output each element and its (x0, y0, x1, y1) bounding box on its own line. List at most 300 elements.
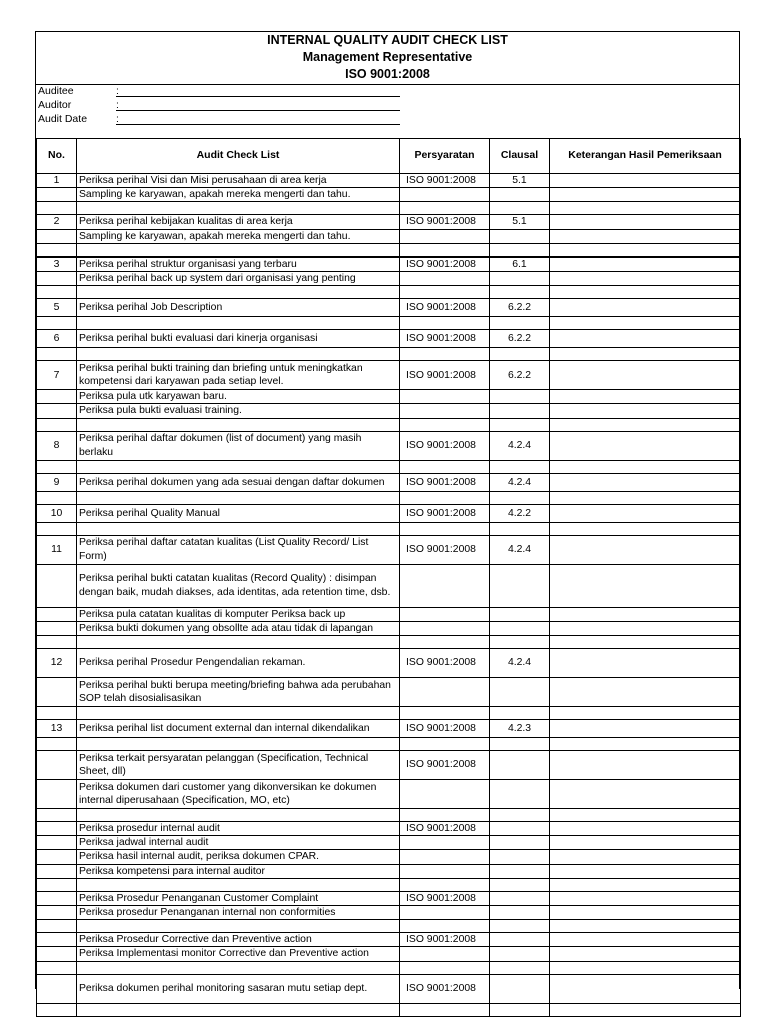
table-row (37, 564, 741, 607)
requirement-cell: ISO 9001:2008 (400, 361, 490, 390)
clause-cell (490, 678, 550, 707)
check-item-cell: Periksa prosedur internal audit (77, 822, 400, 836)
requirement-cell: ISO 9001:2008 (400, 215, 490, 229)
row-number-cell (37, 243, 77, 257)
check-item-cell (77, 460, 400, 473)
result-notes-cell[interactable] (550, 404, 741, 418)
row-number-cell: 10 (37, 504, 77, 522)
requirement-cell (400, 348, 490, 361)
requirement-cell (400, 809, 490, 822)
row-number-cell (37, 229, 77, 243)
table-spacer-row (37, 1003, 741, 1016)
result-notes-cell[interactable] (550, 564, 741, 607)
row-number-cell (37, 491, 77, 504)
auditor-field[interactable] (116, 110, 400, 111)
clause-cell (490, 809, 550, 822)
clause-cell (490, 202, 550, 215)
row-number-cell: 9 (37, 473, 77, 491)
result-notes-cell[interactable] (550, 257, 741, 272)
clause-cell: 4.2.2 (490, 504, 550, 522)
row-number-cell: 5 (37, 299, 77, 317)
row-number-cell (37, 418, 77, 431)
requirement-cell (400, 738, 490, 751)
clause-cell (490, 621, 550, 635)
clause-cell (490, 286, 550, 299)
table-row (37, 720, 741, 738)
clause-cell: 5.1 (490, 174, 550, 188)
auditee-label: Auditee (38, 85, 74, 97)
clause-cell (490, 850, 550, 864)
row-number-cell (37, 348, 77, 361)
clause-cell (490, 836, 550, 850)
result-notes-cell[interactable] (550, 809, 741, 822)
requirement-cell (400, 906, 490, 920)
clause-cell (490, 348, 550, 361)
requirement-cell (400, 286, 490, 299)
requirement-cell: ISO 9001:2008 (400, 933, 490, 947)
check-item-cell: Periksa hasil internal audit, periksa dokumen CPAR. (77, 850, 400, 864)
check-item-cell: Periksa perihal Quality Manual (77, 504, 400, 522)
result-notes-cell[interactable] (550, 431, 741, 460)
clause-cell (490, 961, 550, 974)
row-number-cell: 1 (37, 174, 77, 188)
requirement-cell (400, 607, 490, 621)
requirement-cell (400, 1003, 490, 1016)
result-notes-cell[interactable] (550, 473, 741, 491)
result-notes-cell[interactable] (550, 891, 741, 905)
table-row (37, 535, 741, 564)
requirement-cell (400, 621, 490, 635)
requirement-cell (400, 491, 490, 504)
table-spacer-row (37, 202, 741, 215)
requirement-cell: ISO 9001:2008 (400, 504, 490, 522)
table-row (37, 621, 741, 635)
result-notes-cell[interactable] (550, 522, 741, 535)
clause-cell: 6.1 (490, 257, 550, 272)
result-notes-cell[interactable] (550, 188, 741, 202)
clause-cell: 4.2.4 (490, 649, 550, 678)
row-number-cell (37, 678, 77, 707)
result-notes-cell[interactable] (550, 299, 741, 317)
requirement-cell (400, 243, 490, 257)
result-notes-cell[interactable] (550, 822, 741, 836)
table-row (37, 272, 741, 286)
check-item-cell: Periksa Prosedur Penanganan Customer Complaint (77, 891, 400, 905)
row-number-cell: 6 (37, 330, 77, 348)
row-number-cell (37, 878, 77, 891)
requirement-cell (400, 920, 490, 933)
requirement-cell (400, 404, 490, 418)
row-number-cell (37, 961, 77, 974)
result-notes-cell[interactable] (550, 621, 741, 635)
result-notes-cell[interactable] (550, 390, 741, 404)
check-item-cell (77, 738, 400, 751)
table-row (37, 850, 741, 864)
row-number-cell (37, 317, 77, 330)
column-header-clausal: Clausal (490, 139, 550, 174)
table-row (37, 974, 741, 1003)
row-number-cell (37, 738, 77, 751)
row-number-cell (37, 390, 77, 404)
result-notes-cell[interactable] (550, 836, 741, 850)
table-row (37, 822, 741, 836)
requirement-cell (400, 564, 490, 607)
result-notes-cell[interactable] (550, 649, 741, 678)
check-item-cell: Periksa prosedur Penanganan internal non conformities (77, 906, 400, 920)
clause-cell: 6.2.2 (490, 361, 550, 390)
row-number-cell (37, 202, 77, 215)
check-item-cell: Periksa perihal struktur organisasi yang terbaru (77, 257, 400, 272)
requirement-cell (400, 272, 490, 286)
result-notes-cell[interactable] (550, 348, 741, 361)
result-notes-cell[interactable] (550, 636, 741, 649)
row-number-cell (37, 707, 77, 720)
row-number-cell: 8 (37, 431, 77, 460)
row-number-cell: 13 (37, 720, 77, 738)
result-notes-cell[interactable] (550, 504, 741, 522)
requirement-cell (400, 202, 490, 215)
result-notes-cell[interactable] (550, 607, 741, 621)
row-number-cell (37, 906, 77, 920)
check-item-cell: Periksa perihal dokumen yang ada sesuai dengan daftar dokumen (77, 473, 400, 491)
auditor-colon: : (116, 99, 119, 111)
row-number-cell (37, 460, 77, 473)
row-number-cell (37, 780, 77, 809)
clause-cell (490, 822, 550, 836)
row-number-cell: 11 (37, 535, 77, 564)
table-row (37, 751, 741, 780)
clause-cell: 4.2.4 (490, 431, 550, 460)
clause-cell: 4.2.4 (490, 473, 550, 491)
requirement-cell (400, 188, 490, 202)
check-item-cell: Periksa perihal bukti training dan briefing untuk meningkatkan kompetensi dari karyawan pada setiap level. (77, 361, 400, 390)
check-item-cell (77, 1003, 400, 1016)
check-item-cell: Periksa perihal kebijakan kualitas di area kerja (77, 215, 400, 229)
requirement-cell: ISO 9001:2008 (400, 822, 490, 836)
requirement-cell (400, 522, 490, 535)
table-row (37, 836, 741, 850)
checklist-table (36, 138, 741, 1017)
requirement-cell: ISO 9001:2008 (400, 751, 490, 780)
clause-cell (490, 636, 550, 649)
audit-checklist-sheet (35, 31, 740, 995)
clause-cell (490, 707, 550, 720)
result-notes-cell[interactable] (550, 215, 741, 229)
audit-date-label: Audit Date (38, 113, 88, 125)
row-number-cell (37, 286, 77, 299)
table-row (37, 215, 741, 229)
clause-cell: 5.1 (490, 215, 550, 229)
row-number-cell (37, 607, 77, 621)
check-item-cell: Periksa perihal daftar dokumen (list of document) yang masih berlaku (77, 431, 400, 460)
row-number-cell (37, 1003, 77, 1016)
clause-cell (490, 317, 550, 330)
column-header-audit-check-list: Audit Check List (77, 139, 400, 174)
checklist-rows (37, 174, 741, 1017)
check-item-cell (77, 491, 400, 504)
table-row (37, 504, 741, 522)
requirement-cell (400, 878, 490, 891)
requirement-cell (400, 317, 490, 330)
result-notes-cell[interactable] (550, 678, 741, 707)
clause-cell (490, 947, 550, 961)
table-spacer-row (37, 707, 741, 720)
table-spacer-row (37, 961, 741, 974)
requirement-cell: ISO 9001:2008 (400, 174, 490, 188)
clause-cell (490, 864, 550, 878)
clause-cell (490, 751, 550, 780)
audit-date-field[interactable] (116, 124, 400, 125)
document-standard: ISO 9001:2008 (345, 67, 430, 81)
check-item-cell: Periksa dokumen dari customer yang dikonversikan ke dokumen internal diperusahaan (Specification, MO, etc) (77, 780, 400, 809)
requirement-cell (400, 707, 490, 720)
requirement-cell (400, 864, 490, 878)
table-spacer-row (37, 878, 741, 891)
audit-date-colon: : (116, 113, 119, 125)
row-number-cell (37, 809, 77, 822)
result-notes-cell[interactable] (550, 317, 741, 330)
auditee-field[interactable] (116, 96, 400, 97)
result-notes-cell[interactable] (550, 961, 741, 974)
row-number-cell (37, 751, 77, 780)
result-notes-cell[interactable] (550, 974, 741, 1003)
table-row (37, 431, 741, 460)
result-notes-cell[interactable] (550, 330, 741, 348)
result-notes-cell[interactable] (550, 878, 741, 891)
table-spacer-row (37, 243, 741, 257)
requirement-cell: ISO 9001:2008 (400, 535, 490, 564)
row-number-cell (37, 850, 77, 864)
table-spacer-row (37, 809, 741, 822)
check-item-cell (77, 243, 400, 257)
table-row (37, 947, 741, 961)
result-notes-cell[interactable] (550, 947, 741, 961)
check-item-cell: Periksa perihal Job Description (77, 299, 400, 317)
requirement-cell (400, 947, 490, 961)
table-row (37, 678, 741, 707)
check-item-cell (77, 961, 400, 974)
auditor-label: Auditor (38, 99, 72, 111)
check-item-cell: Periksa pula utk karyawan baru. (77, 390, 400, 404)
result-notes-cell[interactable] (550, 850, 741, 864)
check-item-cell: Periksa perihal Prosedur Pengendalian rekaman. (77, 649, 400, 678)
check-item-cell (77, 286, 400, 299)
table-spacer-row (37, 460, 741, 473)
row-number-cell (37, 404, 77, 418)
check-item-cell: Periksa perihal bukti catatan kualitas (Record Quality) : disimpan dengan baik, mudah diakses, ada identitas, ada retention time, dsb. (77, 564, 400, 607)
requirement-cell (400, 636, 490, 649)
requirement-cell (400, 460, 490, 473)
check-item-cell: Periksa pula catatan kualitas di komputer Periksa back up (77, 607, 400, 621)
requirement-cell (400, 678, 490, 707)
clause-cell (490, 564, 550, 607)
row-number-cell (37, 974, 77, 1003)
table-spacer-row (37, 522, 741, 535)
check-item-cell (77, 636, 400, 649)
check-item-cell: Periksa pula bukti evaluasi training. (77, 404, 400, 418)
clause-cell (490, 780, 550, 809)
row-number-cell (37, 933, 77, 947)
check-item-cell: Sampling ke karyawan, apakah mereka mengerti dan tahu. (77, 188, 400, 202)
result-notes-cell[interactable] (550, 243, 741, 257)
clause-cell: 4.2.3 (490, 720, 550, 738)
result-notes-cell[interactable] (550, 751, 741, 780)
result-notes-cell[interactable] (550, 920, 741, 933)
table-row (37, 404, 741, 418)
clause-cell (490, 974, 550, 1003)
check-item-cell (77, 809, 400, 822)
requirement-cell: ISO 9001:2008 (400, 649, 490, 678)
requirement-cell: ISO 9001:2008 (400, 473, 490, 491)
result-notes-cell[interactable] (550, 286, 741, 299)
row-number-cell (37, 272, 77, 286)
table-row (37, 473, 741, 491)
table-row (37, 933, 741, 947)
result-notes-cell[interactable] (550, 202, 741, 215)
check-item-cell: Periksa Prosedur Corrective dan Preventive action (77, 933, 400, 947)
check-item-cell (77, 878, 400, 891)
row-number-cell (37, 522, 77, 535)
row-number-cell: 7 (37, 361, 77, 390)
row-number-cell: 3 (37, 257, 77, 272)
table-row (37, 607, 741, 621)
check-item-cell: Periksa terkait persyaratan pelanggan (Specification, Technical Sheet, dll) (77, 751, 400, 780)
auditee-colon: : (116, 85, 119, 97)
row-number-cell (37, 836, 77, 850)
requirement-cell (400, 961, 490, 974)
table-row (37, 891, 741, 905)
check-item-cell: Periksa perihal back up system dari organisasi yang penting (77, 272, 400, 286)
table-row (37, 780, 741, 809)
result-notes-cell[interactable] (550, 707, 741, 720)
check-item-cell (77, 418, 400, 431)
clause-cell (490, 404, 550, 418)
result-notes-cell[interactable] (550, 491, 741, 504)
clause-cell: 6.2.2 (490, 330, 550, 348)
table-row (37, 229, 741, 243)
requirement-cell (400, 390, 490, 404)
check-item-cell: Periksa Implementasi monitor Corrective dan Preventive action (77, 947, 400, 961)
row-number-cell (37, 621, 77, 635)
clause-cell (490, 522, 550, 535)
document-title: INTERNAL QUALITY AUDIT CHECK LIST (267, 33, 508, 47)
clause-cell (490, 1003, 550, 1016)
clause-cell (490, 272, 550, 286)
clause-cell (490, 933, 550, 947)
table-spacer-row (37, 491, 741, 504)
check-item-cell: Periksa kompetensi para internal auditor (77, 864, 400, 878)
row-number-cell (37, 822, 77, 836)
table-row (37, 906, 741, 920)
table-spacer-row (37, 286, 741, 299)
table-spacer-row (37, 348, 741, 361)
check-item-cell: Periksa perihal list document external dan internal dikendalikan (77, 720, 400, 738)
check-item-cell (77, 920, 400, 933)
clause-cell (490, 460, 550, 473)
result-notes-cell[interactable] (550, 780, 741, 809)
table-spacer-row (37, 920, 741, 933)
result-notes-cell[interactable] (550, 229, 741, 243)
clause-cell (490, 738, 550, 751)
result-notes-cell[interactable] (550, 1003, 741, 1016)
check-item-cell: Periksa perihal bukti berupa meeting/briefing bahwa ada perubahan SOP telah disosialisasikan (77, 678, 400, 707)
requirement-cell: ISO 9001:2008 (400, 431, 490, 460)
check-item-cell: Periksa jadwal internal audit (77, 836, 400, 850)
column-header-no: No. (37, 139, 77, 174)
table-spacer-row (37, 418, 741, 431)
row-number-cell (37, 864, 77, 878)
column-header-persyaratan: Persyaratan (400, 139, 490, 174)
check-item-cell (77, 707, 400, 720)
result-notes-cell[interactable] (550, 933, 741, 947)
clause-cell (490, 891, 550, 905)
check-item-cell: Periksa perihal Visi dan Misi perusahaan di area kerja (77, 174, 400, 188)
clause-cell (490, 243, 550, 257)
row-number-cell (37, 564, 77, 607)
table-row (37, 330, 741, 348)
result-notes-cell[interactable] (550, 361, 741, 390)
requirement-cell (400, 229, 490, 243)
result-notes-cell[interactable] (550, 272, 741, 286)
requirement-cell (400, 836, 490, 850)
table-row (37, 174, 741, 188)
table-row (37, 299, 741, 317)
clause-cell (490, 390, 550, 404)
requirement-cell: ISO 9001:2008 (400, 299, 490, 317)
header-divider (36, 84, 739, 85)
result-notes-cell[interactable] (550, 906, 741, 920)
result-notes-cell[interactable] (550, 864, 741, 878)
requirement-cell: ISO 9001:2008 (400, 257, 490, 272)
result-notes-cell[interactable] (550, 418, 741, 431)
document-subtitle: Management Representative (302, 50, 473, 64)
requirement-cell: ISO 9001:2008 (400, 974, 490, 1003)
table-header-row (37, 139, 741, 174)
result-notes-cell[interactable] (550, 738, 741, 751)
row-number-cell (37, 636, 77, 649)
table-row (37, 864, 741, 878)
requirement-cell (400, 780, 490, 809)
row-number-cell (37, 947, 77, 961)
row-number-cell (37, 920, 77, 933)
table-row (37, 649, 741, 678)
clause-cell: 6.2.2 (490, 299, 550, 317)
requirement-cell (400, 418, 490, 431)
clause-cell: 4.2.4 (490, 535, 550, 564)
result-notes-cell[interactable] (550, 174, 741, 188)
check-item-cell (77, 202, 400, 215)
clause-cell (490, 878, 550, 891)
requirement-cell (400, 850, 490, 864)
clause-cell (490, 491, 550, 504)
result-notes-cell[interactable] (550, 720, 741, 738)
row-number-cell: 2 (37, 215, 77, 229)
clause-cell (490, 607, 550, 621)
requirement-cell: ISO 9001:2008 (400, 330, 490, 348)
column-header-keterangan: Keterangan Hasil Pemeriksaan (550, 139, 741, 174)
table-row (37, 188, 741, 202)
check-item-cell: Periksa dokumen perihal monitoring sasaran mutu setiap dept. (77, 974, 400, 1003)
result-notes-cell[interactable] (550, 535, 741, 564)
result-notes-cell[interactable] (550, 460, 741, 473)
check-item-cell (77, 348, 400, 361)
table-spacer-row (37, 738, 741, 751)
clause-cell (490, 418, 550, 431)
check-item-cell (77, 522, 400, 535)
check-item-cell (77, 317, 400, 330)
check-item-cell: Periksa perihal bukti evaluasi dari kinerja organisasi (77, 330, 400, 348)
clause-cell (490, 188, 550, 202)
